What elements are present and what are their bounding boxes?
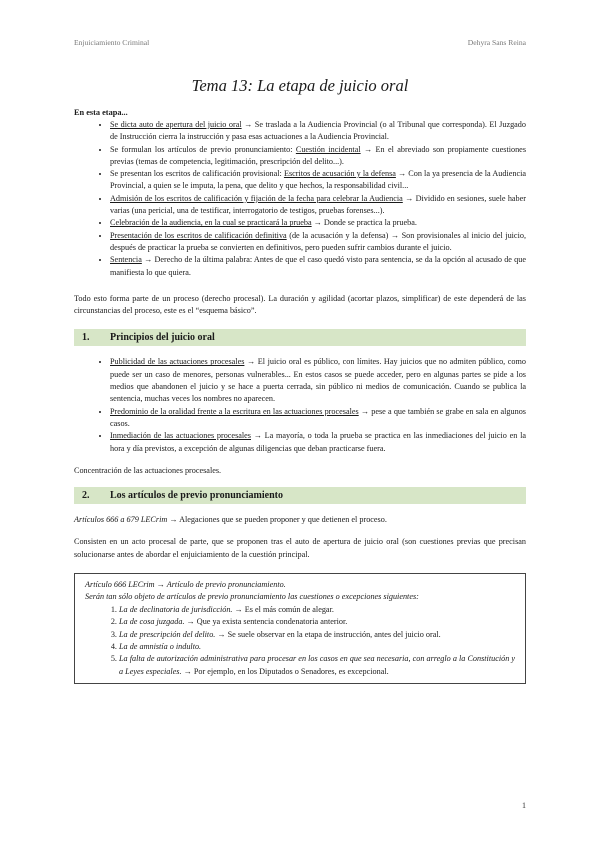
article-box — [74, 573, 526, 684]
list-item: • Celebración de la audiencia, en la cual se practicará la prueba → Donde se practica la prueba. — [110, 217, 526, 229]
list-item: • Se formulan los artículos de previo pronunciamiento: Cuestión incidental → En el abreviado son propiamente cuestiones previas (temas de competencia, legitimación, prescripción del delito...). — [110, 144, 526, 169]
summary-paragraph: Todo esto forma parte de un proceso (derecho procesal). La duración y agilidad (acortar plazos, simplificar) de este dependerá de las circunstancias del proceso, este es el “esquema básico”. — [74, 293, 526, 316]
article-box-line1: Artículo 666 LECrim → Artículo de previo pronunciamiento. — [85, 580, 286, 590]
list-item: • Presentación de los escritos de calificación definitiva (de la acusación y la defensa) → Son provisionales al inicio del juicio, después de practicar la prueba se convierten en definitivos, pero pueden sufrir cambios durante el juicio. — [110, 230, 526, 255]
header-course: Enjuiciamiento Criminal — [74, 38, 150, 47]
page-content — [74, 72, 526, 684]
section1-list — [74, 356, 526, 454]
section1-after: Concentración de las actuaciones procesales. — [74, 465, 222, 475]
header-author: Dehyra Sans Reina — [467, 38, 526, 47]
intro-lead: En esta etapa... — [74, 108, 128, 117]
list-item: 4. La de amnistía o indulto. — [119, 641, 515, 653]
page-number: 1 — [522, 801, 526, 810]
page-title: Tema 13: La etapa de juicio oral — [191, 76, 409, 95]
list-item: 2. La de cosa juzgada. → Que ya exista sentencia condenatoria anterior. — [119, 616, 515, 628]
section2-paragraph: Consisten en un acto procesal de parte, que se proponen tras el auto de apertura de juicio oral (son cuestiones previas que precisan solucionarse antes de abordar el enjuiciamiento de la cuestión principal. — [74, 537, 526, 559]
list-item: • Admisión de los escritos de calificación y fijación de la fecha para celebrar la Audiencia → Dividido en sesiones, suele haber varias (una pericial, una de testificar, interrogatorio de testigos, pruebas forenses...). — [110, 193, 526, 218]
list-item: 1. La de declinatoria de jurisdicción. → Es el más común de alegar. — [119, 604, 515, 616]
list-item: • Sentencia → Derecho de la última palabra: Antes de que el caso quedó visto para sentencia, se da la opción al acusado de que manifiesta lo que quiera. — [110, 254, 526, 279]
list-item: • Inmediación de las actuaciones procesales → La mayoría, o toda la prueba se practica en las inmediaciones del juicio en la hora y día previstos, a excepción de algunas diligencias que deban practicarse fuera. — [110, 430, 526, 455]
article-box-list — [85, 604, 515, 678]
list-item: • Se presentan los escritos de calificación provisional: Escritos de acusación y la defensa → Con la ya presencia de la Audiencia Provincial, a quien se le imputa, la pena, que delito y que hechos, la responsabilidad civil... — [110, 168, 526, 193]
list-item: 5. La falta de autorización administrativa para procesar en los casos en que sea necesaria, con arreglo a la Constitución y a Leyes especiales. → Por ejemplo, en los Diputados o Senadores, es excepcional. — [119, 653, 515, 678]
intro-list — [74, 119, 526, 279]
list-item: • Publicidad de las actuaciones procesales → El juicio oral es público, con límites. Hay juicios que no admiten público, como puede ser un caso de menores, personas vulnerables... En estos casos se puede acceder, pero en algunas partes se pide a los medios que abandonen el juicio y se hace a puerta cerrada, sin público ni medios de comunicación. Cuando se publica la sentencia, muchas veces los nombres no aparecen. — [110, 356, 526, 405]
list-item: 3. La de prescripción del delito. → Se suele observar en la etapa de instrucción, antes del juicio oral. — [119, 629, 515, 641]
section2-reference: Artículos 666 a 679 LECrim → Alegaciones que se pueden proponer y que detienen el proceso. — [74, 515, 387, 525]
section-heading-1: 1. Principios del juicio oral — [74, 329, 526, 346]
list-item: • Se dicta auto de apertura del juicio oral → Se traslada a la Audiencia Provincial (o al Tribunal que corresponda). El Juzgado de Instrucción cierra la instrucción y pasa esas actuaciones a la Audiencia Provincial. — [110, 119, 526, 144]
list-item: • Predominio de la oralidad frente a la escritura en las actuaciones procesales → pese a que también se grabe en sala en algunos casos. — [110, 406, 526, 431]
article-box-line2: Serán tan sólo objeto de artículos de previo pronunciamiento las cuestiones o excepciones siguientes: — [85, 592, 419, 602]
section-heading-2: 2. Los artículos de previo pronunciamiento — [74, 487, 526, 504]
